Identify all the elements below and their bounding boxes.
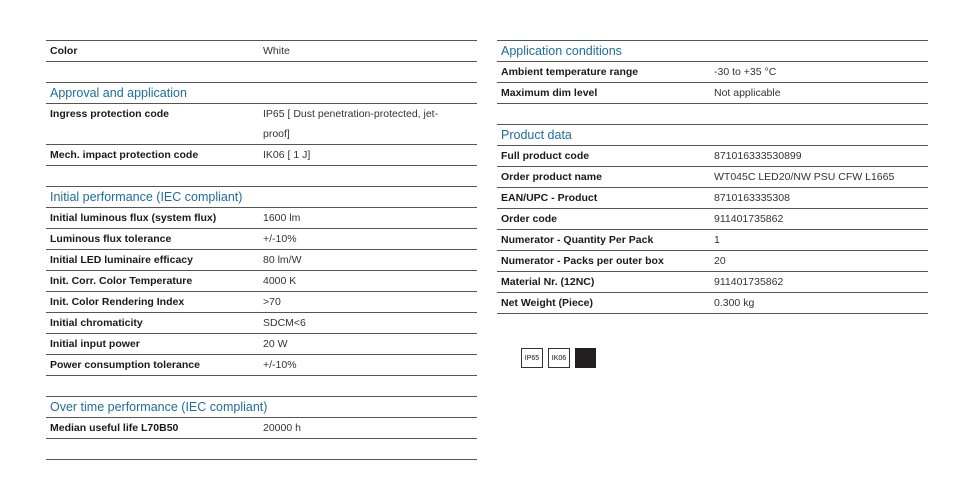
spec-label: Init. Corr. Color Temperature [50,275,193,287]
spec-value: 20 [714,255,726,267]
spec-label: Maximum dim level [501,87,598,99]
product-category-icon [575,348,596,368]
spec-label: Material Nr. (12NC) [501,276,595,288]
spec-label: Numerator - Packs per outer box [501,255,664,267]
spec-row [46,312,477,333]
spec-value: SDCM<6 [263,317,306,329]
spec-label: Init. Color Rendering Index [50,296,185,308]
spec-value: 8710163335308 [714,192,790,204]
spec-row [46,207,477,228]
spec-row [497,145,928,166]
spec-row [497,250,928,271]
spec-label: Power consumption tolerance [50,359,200,371]
spacer [46,438,477,459]
spacer [46,375,477,396]
certification-badges [521,348,596,368]
spec-value: 871016333530899 [714,150,802,162]
spec-label: Ambient temperature range [501,66,639,78]
spec-value [263,104,477,144]
section-title-overtime: Over time performance (IEC compliant) [46,396,477,417]
spec-row [497,271,928,292]
section-title-application: Application conditions [497,40,928,61]
spec-value: +/-10% [263,233,297,245]
spec-label: Numerator - Quantity Per Pack [501,234,654,246]
spec-label: Mech. impact protection code [50,149,199,161]
spec-value: IK06 [ 1 J] [263,149,311,161]
spacer [46,61,477,82]
spec-label: Full product code [501,150,590,162]
spec-row [497,61,928,82]
right-spec-column [497,40,928,314]
spec-value-line: proof] [263,128,290,140]
divider [46,459,477,460]
spec-row [497,208,928,229]
section-title-product: Product data [497,124,928,145]
spec-row-ingress [46,103,477,144]
spec-value: WT045C LED20/NW PSU CFW L1665 [714,171,895,183]
spec-value: 1 [714,234,720,246]
spec-value: 20 W [263,338,288,350]
spec-value-line: IP65 [ Dust penetration-protected, jet- [263,108,439,120]
left-spec-column [46,40,477,460]
spec-value: Not applicable [714,87,781,99]
spec-label: Color [50,45,78,57]
spec-row [46,417,477,438]
spec-label: Ingress protection code [50,108,170,120]
spec-value: 1600 lm [263,212,301,224]
spec-label: Net Weight (Piece) [501,297,593,309]
spec-value: 4000 K [263,275,297,287]
spec-row [46,228,477,249]
section-title-initial: Initial performance (IEC compliant) [46,186,477,207]
spec-value: 0.300 kg [714,297,755,309]
ik06-rating-icon: IK06 [548,348,570,368]
spec-label: Initial input power [50,338,140,350]
spec-row-mech-impact [46,144,477,165]
spec-row [497,187,928,208]
section-title-approval: Approval and application [46,82,477,103]
spec-label: Order code [501,213,558,225]
spec-row-color [46,40,477,61]
spec-row [46,270,477,291]
spacer [46,165,477,186]
spec-row [497,229,928,250]
spec-row [46,354,477,375]
divider [497,313,928,314]
spec-value: 911401735862 [714,213,784,225]
spec-row [46,333,477,354]
spec-row [497,82,928,103]
spec-label: Initial chromaticity [50,317,143,329]
spec-value: -30 to +35 °C [714,66,777,78]
spec-value: White [263,45,290,57]
spec-label: Luminous flux tolerance [50,233,172,245]
spec-row [497,292,928,313]
spec-label: Median useful life L70B50 [50,422,179,434]
ip65-rating-icon: IP65 [521,348,543,368]
spec-value: >70 [263,296,281,308]
spec-label: Initial luminous flux (system flux) [50,212,217,224]
spec-label: Initial LED luminaire efficacy [50,254,193,266]
spec-value: 911401735862 [714,276,784,288]
spec-value: 20000 h [263,422,301,434]
spec-row [497,166,928,187]
spec-label: Order product name [501,171,602,183]
spec-value: +/-10% [263,359,297,371]
spec-row [46,249,477,270]
spacer [497,103,928,124]
spec-row [46,291,477,312]
spec-label: EAN/UPC - Product [501,192,598,204]
spec-value: 80 lm/W [263,254,302,266]
